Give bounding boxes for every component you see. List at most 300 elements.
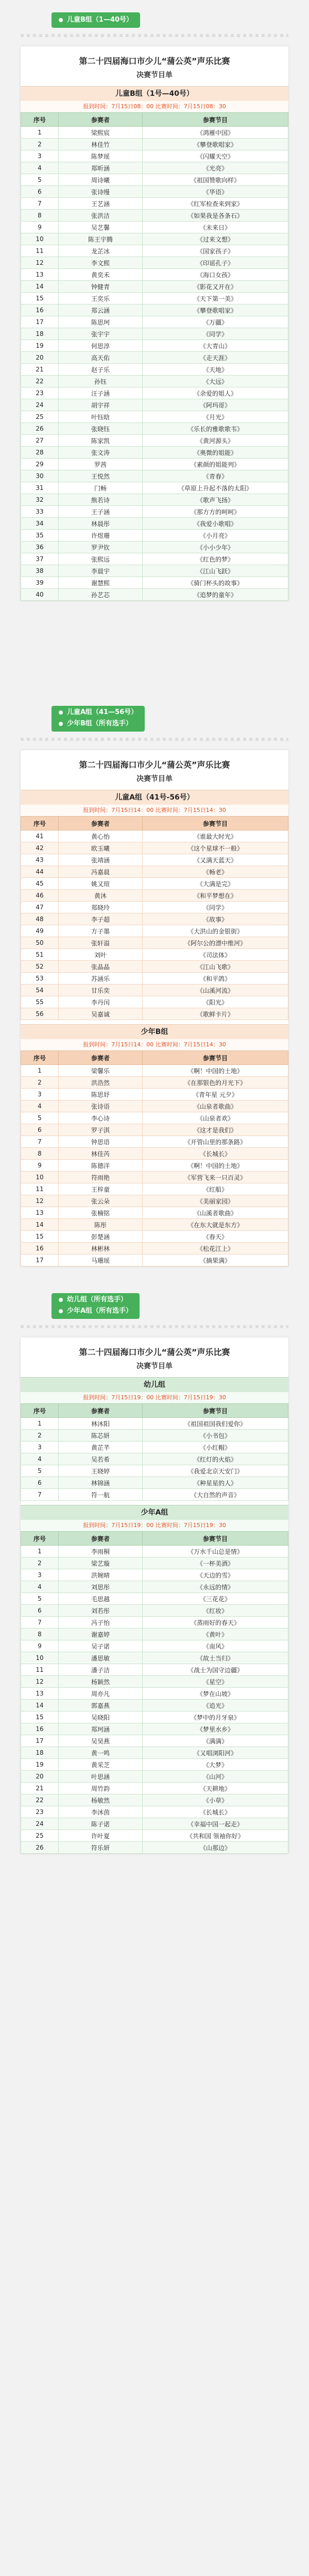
cell-program: 《华语》 (143, 186, 288, 198)
report-time: 报到时间：7月15日14：00 比赛时间：7月15日14：30 (21, 805, 288, 816)
card-title: 第二十四届海口市少儿“蒲公英”声乐比赛 (79, 56, 230, 66)
bullet-icon (59, 1298, 63, 1302)
col-header-program: 参赛节目 (143, 1051, 288, 1065)
cell-name: 王子涵 (59, 506, 143, 518)
table-row (21, 482, 288, 494)
cell-program: 《小小少年》 (143, 541, 288, 553)
cell-program: 《小红帽》 (143, 1442, 288, 1453)
cell-name: 林锦涵 (59, 1477, 143, 1489)
cell-program: 《万水千山总是情》 (143, 1546, 288, 1557)
cell-program: 《走天涯》 (143, 352, 288, 364)
cell-no: 17 (21, 316, 59, 328)
cell-no: 45 (21, 878, 59, 890)
cell-program: 《追梦的童年》 (143, 589, 288, 601)
table-row (21, 257, 288, 269)
cell-program: 《我爱小歌唱》 (143, 518, 288, 530)
cell-name: 林沐阳 (59, 1418, 143, 1430)
table-row (21, 1255, 288, 1266)
cell-no: 34 (21, 518, 59, 530)
table-row (21, 996, 288, 1008)
cell-no: 20 (21, 352, 59, 364)
cell-name: 孙钰 (59, 376, 143, 387)
cell-program: 《大洪山的金银街》 (143, 925, 288, 937)
table-row (21, 1160, 288, 1172)
cell-name: 罗茜 (59, 459, 143, 470)
cell-no: 16 (21, 1723, 59, 1735)
table-row (21, 447, 288, 459)
section-tag-label: 少年B组（所有选手） (67, 720, 132, 727)
program-table (21, 112, 288, 601)
cell-program: 《开管山里的那条路》 (143, 1136, 288, 1148)
cell-program: 《军营飞来一只百灵》 (143, 1172, 288, 1183)
cell-name: 陈王宇腾 (59, 233, 143, 245)
cell-program: 《祖国祖国我们爱你》 (143, 1418, 288, 1430)
group-header: 少年B组 (21, 1024, 288, 1039)
cell-name: 李沐茵 (59, 1806, 143, 1818)
col-header-name: 参赛者 (59, 1532, 143, 1546)
group-header: 儿童B组（1号—40号） (21, 86, 288, 101)
cell-program: 《又满天蓝天》 (143, 854, 288, 866)
cell-program: 《和平梦想在》 (143, 890, 288, 902)
cell-name: 吴若希 (59, 1453, 143, 1465)
cell-no: 13 (21, 269, 59, 281)
table-row (21, 222, 288, 233)
table-row (21, 1629, 288, 1640)
cell-name: 吴嘉诚 (59, 1008, 143, 1020)
cell-no: 30 (21, 470, 59, 482)
cell-no: 22 (21, 1794, 59, 1806)
program-table (21, 1050, 288, 1266)
cell-no: 12 (21, 257, 59, 269)
table-row (21, 1442, 288, 1453)
cell-no: 18 (21, 328, 59, 340)
table-row (21, 304, 288, 316)
cell-program: 《阿尔公的漂中维河》 (143, 937, 288, 949)
cell-program: 《闪耀天空》 (143, 150, 288, 162)
cell-no: 12 (21, 1676, 59, 1688)
cell-name: 罗子淇 (59, 1124, 143, 1136)
cell-name: 李晨宇 (59, 565, 143, 577)
cell-name: 龙芷冰 (59, 245, 143, 257)
cell-no: 5 (21, 1112, 59, 1124)
cell-program: 《素颜的姐能列》 (143, 459, 288, 470)
table-row (21, 293, 288, 304)
cell-name: 陈思妤 (59, 1089, 143, 1100)
cell-no: 42 (21, 842, 59, 854)
cell-name: 李丹闰 (59, 996, 143, 1008)
cell-program: 《黄叶》 (143, 1629, 288, 1640)
cell-no: 19 (21, 1759, 59, 1771)
cell-no: 9 (21, 1160, 59, 1172)
cell-name: 黄心怡 (59, 831, 143, 842)
table-row (21, 878, 288, 890)
divider (21, 34, 288, 37)
cell-no: 9 (21, 222, 59, 233)
cell-program: 《满满》 (143, 1735, 288, 1747)
cell-program: 《山溪者歌曲》 (143, 1207, 288, 1219)
cell-no: 2 (21, 1557, 59, 1569)
table-row (21, 1008, 288, 1020)
col-header-name: 参赛者 (59, 817, 143, 831)
table-row (21, 1664, 288, 1676)
table-row (21, 364, 288, 376)
cell-name: 叶思涵 (59, 1771, 143, 1783)
cell-no: 3 (21, 1569, 59, 1581)
cell-program: 《我爱北京天安门》 (143, 1465, 288, 1477)
table-row (21, 210, 288, 222)
table-row (21, 186, 288, 198)
cell-program: 《在那银色的月光下》 (143, 1077, 288, 1089)
cell-name: 陈梦瑶 (59, 150, 143, 162)
cell-program: 《星空》 (143, 1676, 288, 1688)
cell-program: 《三花花》 (143, 1593, 288, 1605)
cell-program: 《如果我是各条石》 (143, 210, 288, 222)
cell-no: 10 (21, 1652, 59, 1664)
cell-no: 53 (21, 973, 59, 985)
table-row (21, 1700, 288, 1711)
cell-no: 10 (21, 1172, 59, 1183)
table-row (21, 1195, 288, 1207)
cell-no: 5 (21, 1465, 59, 1477)
table-row (21, 541, 288, 553)
cell-no: 49 (21, 925, 59, 937)
cell-program: 《同学》 (143, 902, 288, 913)
table-row (21, 139, 288, 150)
cell-no: 56 (21, 1008, 59, 1020)
cell-no: 39 (21, 577, 59, 589)
cell-program: 《永远的情》 (143, 1581, 288, 1593)
table-row (21, 985, 288, 996)
cell-name: 周竹韵 (59, 1783, 143, 1794)
cell-program: 《长城长》 (143, 1148, 288, 1160)
table-row (21, 1124, 288, 1136)
cell-name: 张云朵 (59, 1195, 143, 1207)
cell-program: 《这个星球不一般》 (143, 842, 288, 854)
cell-program: 《梦中的月牙泉》 (143, 1711, 288, 1723)
table-row (21, 1183, 288, 1195)
cell-program: 《青年星 元夕》 (143, 1089, 288, 1100)
cell-name: 林佳竹 (59, 139, 143, 150)
table-row (21, 913, 288, 925)
cell-name: 林佳芮 (59, 1148, 143, 1160)
cell-program: 《战士为国守边疆》 (143, 1664, 288, 1676)
table-row (21, 1688, 288, 1700)
table-row (21, 470, 288, 482)
cell-no: 33 (21, 506, 59, 518)
cell-name: 王梓童 (59, 1183, 143, 1195)
table-row (21, 233, 288, 245)
col-header-no: 序号 (21, 1404, 59, 1418)
cell-no: 1 (21, 1418, 59, 1430)
table-row (21, 1676, 288, 1688)
cell-program: 《山溪河流》 (143, 985, 288, 996)
cell-no: 19 (21, 340, 59, 352)
col-header-no: 序号 (21, 1532, 59, 1546)
cell-no: 16 (21, 1243, 59, 1255)
table-row (21, 1100, 288, 1112)
cell-no: 44 (21, 866, 59, 878)
table-row (21, 162, 288, 174)
cell-program: 《追光》 (143, 1700, 288, 1711)
cell-no: 29 (21, 459, 59, 470)
cell-name: 甘乐奕 (59, 985, 143, 996)
cell-name: 郑昕涵 (59, 162, 143, 174)
cell-no: 7 (21, 198, 59, 210)
section-tag-label: 少年A组（所有选手） (67, 1307, 133, 1315)
cell-program: 《同学》 (143, 328, 288, 340)
cell-name: 黄一鸣 (59, 1747, 143, 1759)
cell-program: 《松花江上》 (143, 1243, 288, 1255)
cell-name: 张楠铭 (59, 1207, 143, 1219)
cell-name: 陈德洋 (59, 1160, 143, 1172)
report-time: 报到时间：7月15日14：00 比赛时间：7月15日14：30 (21, 1039, 288, 1050)
table-row (21, 961, 288, 973)
cell-program: 《过来文想》 (143, 233, 288, 245)
cell-program: 《蒸雨好的春天》 (143, 1617, 288, 1629)
group-header: 幼儿组 (21, 1377, 288, 1392)
table-row (21, 866, 288, 878)
cell-name: 黄芷芊 (59, 1442, 143, 1453)
table-row (21, 1077, 288, 1089)
cell-no: 6 (21, 186, 59, 198)
cell-name: 谢慧熙 (59, 577, 143, 589)
cell-program: 《小书包》 (143, 1430, 288, 1442)
cell-name: 王奕乐 (59, 293, 143, 304)
cell-program: 《万疆》 (143, 316, 288, 328)
table-row (21, 854, 288, 866)
cell-program: 《大满是完》 (143, 878, 288, 890)
table-row (21, 328, 288, 340)
cell-name: 张晓钰 (59, 423, 143, 435)
divider (21, 1325, 288, 1328)
cell-program: 《大青山》 (143, 340, 288, 352)
col-header-program: 参赛节目 (143, 817, 288, 831)
cell-no: 28 (21, 447, 59, 459)
table-row (21, 387, 288, 399)
cell-name: 黄沐 (59, 890, 143, 902)
table-row (21, 949, 288, 961)
cell-program: 《黄河源头》 (143, 435, 288, 447)
cell-no: 31 (21, 482, 59, 494)
cell-no: 8 (21, 210, 59, 222)
cell-name: 郭嘉燕 (59, 1700, 143, 1711)
section-tag-children-a (52, 706, 145, 732)
cell-program: 《在东大就是东方》 (143, 1219, 288, 1231)
cell-name: 刘若彤 (59, 1605, 143, 1617)
table-row (21, 340, 288, 352)
table-row (21, 1652, 288, 1664)
cell-no: 7 (21, 1136, 59, 1148)
cell-name: 张诗语 (59, 1100, 143, 1112)
cell-no: 4 (21, 1100, 59, 1112)
table-row (21, 1581, 288, 1593)
cell-name: 钟健青 (59, 281, 143, 293)
program-card-1 (21, 46, 288, 601)
table-row (21, 1818, 288, 1830)
table-row (21, 1747, 288, 1759)
cell-no: 24 (21, 1818, 59, 1830)
cell-name: 孙艺芯 (59, 589, 143, 601)
table-row (21, 150, 288, 162)
table-row (21, 411, 288, 423)
table-row (21, 1465, 288, 1477)
table-row (21, 1219, 288, 1231)
cell-no: 13 (21, 1207, 59, 1219)
cell-program: 《梦里水乡》 (143, 1723, 288, 1735)
cell-no: 6 (21, 1124, 59, 1136)
cell-program: 《小月亮》 (143, 530, 288, 541)
table-row (21, 376, 288, 387)
cell-no: 32 (21, 494, 59, 506)
table-row (21, 494, 288, 506)
cell-name: 李文熙 (59, 257, 143, 269)
cell-no: 10 (21, 233, 59, 245)
section-tag-label: 儿童B组（1—40号） (67, 16, 133, 24)
cell-program: 《光亮》 (143, 162, 288, 174)
program-table (21, 1403, 288, 1501)
cell-name: 张晶晶 (59, 961, 143, 973)
cell-no: 1 (21, 127, 59, 139)
cell-program: 《影花又开在》 (143, 281, 288, 293)
cell-name: 吴艺馨 (59, 222, 143, 233)
cell-program: 《攀登歌唱家》 (143, 304, 288, 316)
cell-name: 符雨艳 (59, 1172, 143, 1183)
report-time: 报到时间：7月15日08：00 比赛时间：7月15日08：30 (21, 101, 288, 112)
cell-program: 《红军检查来到家》 (143, 198, 288, 210)
card-subtitle: 决赛节目单 (136, 775, 173, 783)
cell-name: 陈思珂 (59, 316, 143, 328)
cell-name: 许煜珊 (59, 530, 143, 541)
cell-no: 26 (21, 423, 59, 435)
cell-no: 3 (21, 1442, 59, 1453)
cell-program: 《攀登歌唱家》 (143, 139, 288, 150)
card-title: 第二十四届海口市少儿“蒲公英”声乐比赛 (79, 760, 230, 770)
cell-name: 洪浩然 (59, 1077, 143, 1089)
cell-program: 《长城长》 (143, 1806, 288, 1818)
cell-name: 陈芯妍 (59, 1430, 143, 1442)
cell-no: 6 (21, 1605, 59, 1617)
cell-name: 潘子洁 (59, 1664, 143, 1676)
cell-name: 陈子诺 (59, 1818, 143, 1830)
table-row (21, 1453, 288, 1465)
card-title: 第二十四届海口市少儿“蒲公英”声乐比赛 (79, 1347, 230, 1357)
cell-name: 符一航 (59, 1489, 143, 1501)
cell-no: 48 (21, 913, 59, 925)
cell-program: 《小草》 (143, 1794, 288, 1806)
cell-program: 《山河》 (143, 1771, 288, 1783)
cell-no: 47 (21, 902, 59, 913)
table-row (21, 174, 288, 186)
table-row (21, 1207, 288, 1219)
cell-name: 杨敏然 (59, 1794, 143, 1806)
cell-program: 《司法体》 (143, 949, 288, 961)
cell-program: 《那方方的呵呵》 (143, 506, 288, 518)
cell-name: 张洪洁 (59, 210, 143, 222)
program-table (21, 816, 288, 1020)
cell-program: 《歌鲜卡片》 (143, 1008, 288, 1020)
table-row (21, 127, 288, 139)
cell-program: 《故事》 (143, 913, 288, 925)
cell-no: 14 (21, 1700, 59, 1711)
cell-no: 1 (21, 1546, 59, 1557)
cell-program: 《海口女孩》 (143, 269, 288, 281)
cell-no: 38 (21, 565, 59, 577)
table-row (21, 1136, 288, 1148)
report-time: 报到时间：7月15日19：00 比赛时间：7月15日19：30 (21, 1520, 288, 1531)
cell-program: 《大自然的声音》 (143, 1489, 288, 1501)
table-row (21, 459, 288, 470)
table-row (21, 973, 288, 985)
table-row (21, 1065, 288, 1077)
cell-no: 3 (21, 1089, 59, 1100)
cell-name: 钟思语 (59, 1136, 143, 1148)
table-row (21, 518, 288, 530)
cell-program: 《红船》 (143, 1183, 288, 1195)
table-row (21, 937, 288, 949)
cell-no: 7 (21, 1617, 59, 1629)
table-row (21, 831, 288, 842)
cell-program: 《天地》 (143, 364, 288, 376)
cell-name: 罗尹钦 (59, 541, 143, 553)
cell-name: 张文涛 (59, 447, 143, 459)
cell-program: 《畅老》 (143, 866, 288, 878)
table-row (21, 589, 288, 601)
cell-no: 43 (21, 854, 59, 866)
table-row (21, 1089, 288, 1100)
cell-program: 《红妆》 (143, 1605, 288, 1617)
cell-name: 马珊瑶 (59, 1255, 143, 1266)
cell-no: 18 (21, 1747, 59, 1759)
cell-no: 27 (21, 435, 59, 447)
group-header: 少年A组 (21, 1505, 288, 1520)
cell-program: 《啊！中国的土地》 (143, 1065, 288, 1077)
cell-no: 54 (21, 985, 59, 996)
cell-program: 《山泉者欢》 (143, 1112, 288, 1124)
section-tag-label: 儿童A组（41—56号） (67, 708, 138, 716)
cell-no: 17 (21, 1255, 59, 1266)
cell-program: 《和平鸽》 (143, 973, 288, 985)
cell-name: 刘思彤 (59, 1581, 143, 1593)
cell-name: 胡宇祥 (59, 399, 143, 411)
cell-no: 20 (21, 1771, 59, 1783)
cell-program: 《青春》 (143, 470, 288, 482)
cell-program: 《红色的梦》 (143, 553, 288, 565)
cell-name: 苏涵乐 (59, 973, 143, 985)
cell-no: 2 (21, 1077, 59, 1089)
table-row (21, 506, 288, 518)
cell-no: 17 (21, 1735, 59, 1747)
cell-program: 《鸿雁中国》 (143, 127, 288, 139)
cell-no: 12 (21, 1195, 59, 1207)
cell-name: 高天佑 (59, 352, 143, 364)
cell-no: 4 (21, 162, 59, 174)
cell-no: 15 (21, 1231, 59, 1243)
cell-no: 16 (21, 304, 59, 316)
cell-name: 郑晓玲 (59, 902, 143, 913)
cell-program: 《江山飞跃》 (143, 565, 288, 577)
table-row (21, 1711, 288, 1723)
cell-name: 吴昊燕 (59, 1735, 143, 1747)
table-row (21, 1489, 288, 1501)
cell-name: 许叶夏 (59, 1830, 143, 1842)
cell-program: 《阳光》 (143, 996, 288, 1008)
bullet-icon (59, 722, 63, 726)
cell-program: 《歌声飞扬》 (143, 494, 288, 506)
cell-program: 《南风》 (143, 1640, 288, 1652)
cell-name: 方子墨 (59, 925, 143, 937)
cell-program: 《春天》 (143, 1231, 288, 1243)
cell-no: 3 (21, 150, 59, 162)
